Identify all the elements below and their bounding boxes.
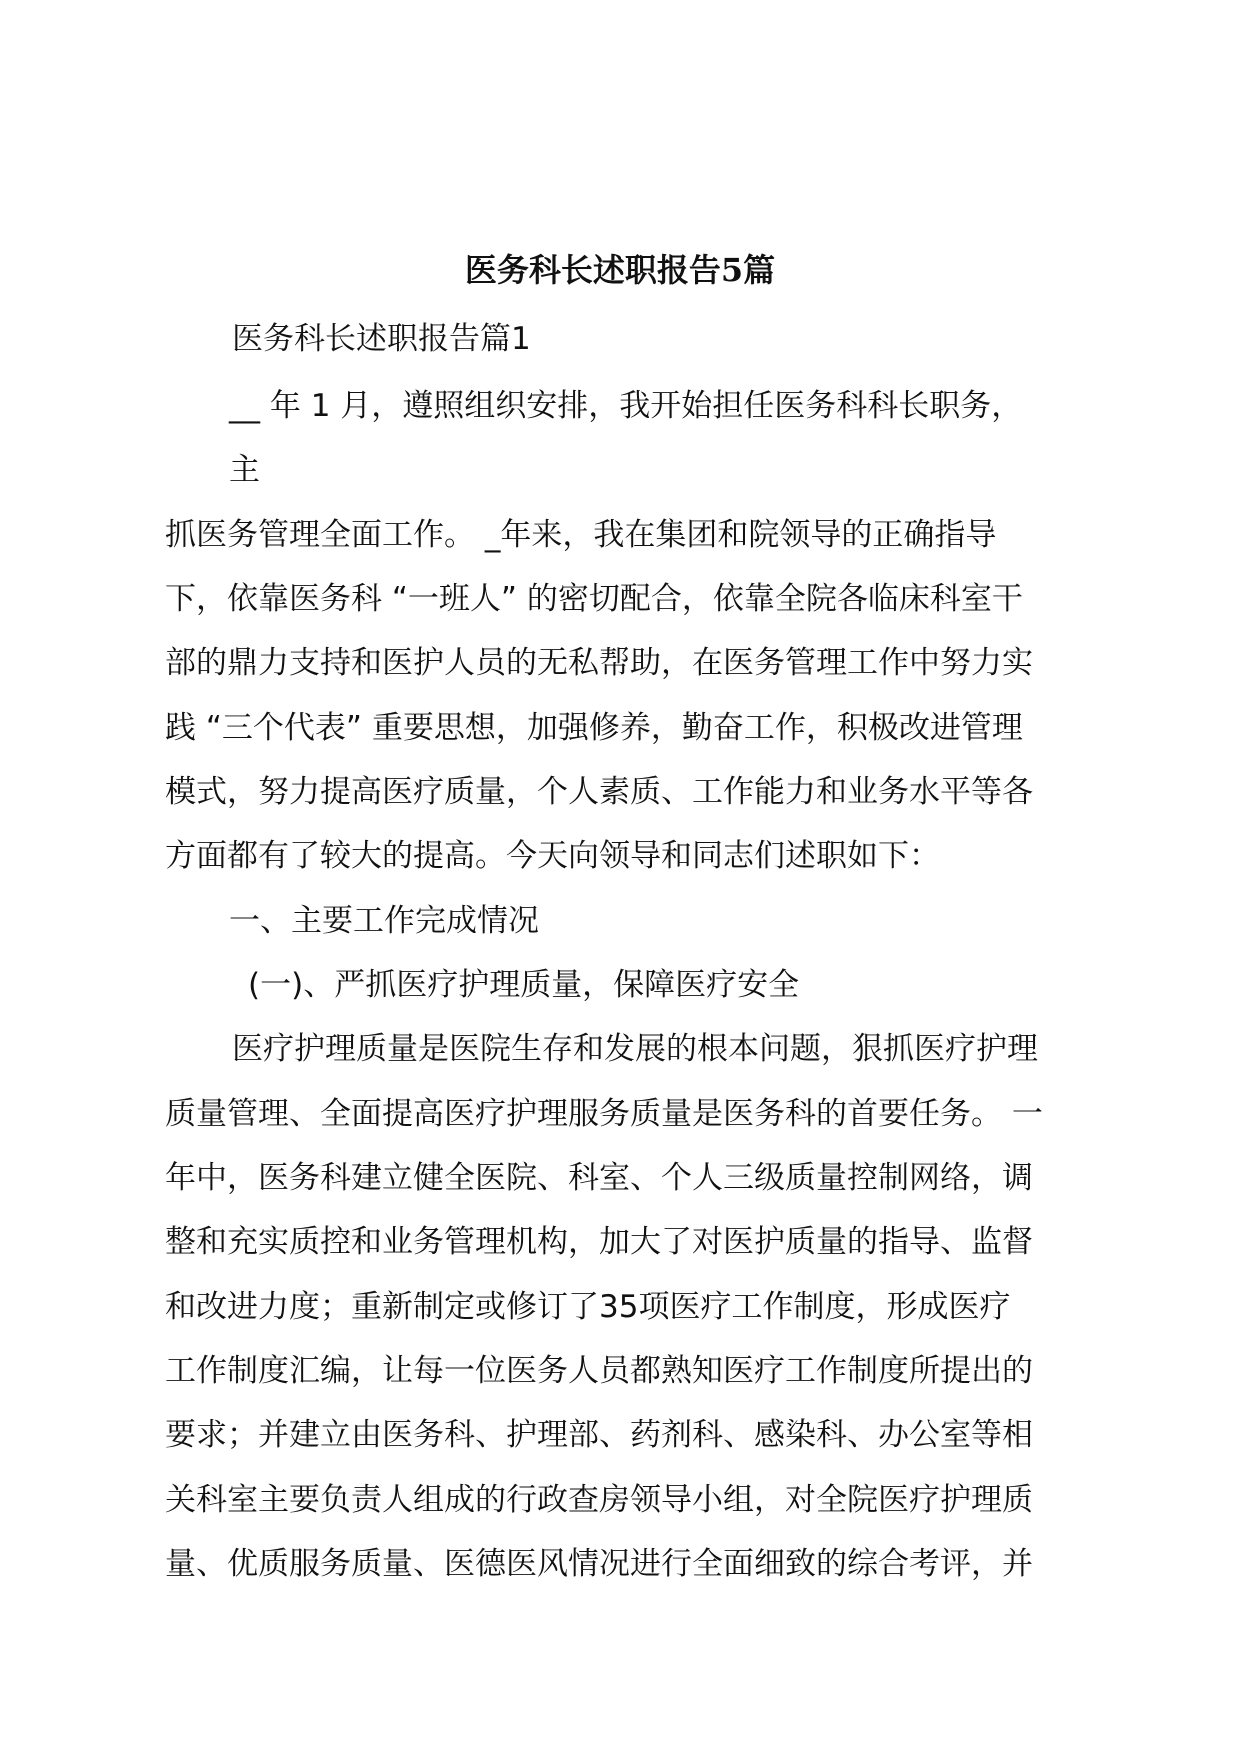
paragraph-line: 下，依靠医务科 “一班人” 的密切配合，依靠全院各临床科室干 [165, 581, 1023, 617]
paragraph-line: 工作制度汇编，让每一位医务人员都熟知医疗工作制度所提出的 [165, 1353, 1033, 1389]
paragraph-line: 践 “三个代表” 重要思想，加强修养，勤奋工作，积极改进管理 [165, 710, 1023, 746]
paragraph-line: 要求；并建立由医务科、护理部、药剂科、感染科、办公室等相 [165, 1417, 1033, 1453]
paragraph-line: 部的鼎力支持和医护人员的无私帮助，在医务管理工作中努力实 [165, 645, 1033, 681]
paragraph-line: 年中，医务科建立健全医院、科室、个人三级质量控制网络，调 [165, 1160, 1033, 1196]
section-heading: 一、主要工作完成情况 [229, 903, 539, 939]
paragraph-line: 抓医务管理全面工作。 _年来，我在集团和院领导的正确指导 [165, 517, 997, 553]
paragraph-line: 关科室主要负责人组成的行政查房领导小组，对全院医疗护理质 [165, 1482, 1033, 1518]
paragraph-line: 主 [229, 452, 260, 488]
paragraph-line: 质量管理、全面提高医疗护理服务质量是医务科的首要任务。 一 [165, 1096, 1043, 1132]
document-title: 医务科长述职报告5篇 [464, 251, 776, 289]
paragraph-line: 整和充实质控和业务管理机构，加大了对医护质量的指导、监督 [165, 1224, 1033, 1260]
section-heading: 医务科长述职报告篇1 [232, 321, 531, 357]
paragraph-line: 量、优质服务质量、医德医风情况进行全面细致的综合考评，并 [165, 1546, 1033, 1582]
subsection-heading: (一)、严抓医疗护理质量，保障医疗安全 [248, 967, 800, 1003]
paragraph-line: __ 年 1 月，遵照组织安排，我开始担任医务科科长职务， [229, 388, 1023, 424]
paragraph-line: 方面都有了较大的提高。今天向领导和同志们述职如下： [165, 838, 940, 874]
paragraph-line: 和改进力度；重新制定或修订了35项医疗工作制度，形成医疗 [165, 1289, 1011, 1325]
paragraph-line: 医疗护理质量是医院生存和发展的根本问题，狠抓医疗护理 [232, 1031, 1038, 1067]
paragraph-line: 模式，努力提高医疗质量，个人素质、工作能力和业务水平等各 [165, 774, 1033, 810]
